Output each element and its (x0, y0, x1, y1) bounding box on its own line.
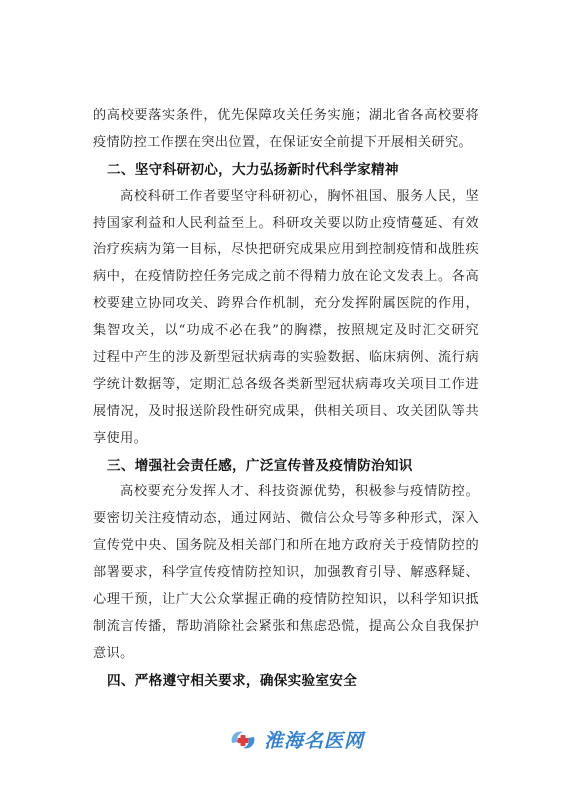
body-line: 病中，在疫情防控任务完成之前不得精力放在论文发表上。各高 (93, 269, 479, 285)
body-line: 高校科研工作者要坚守科研初心，胸怀祖国、服务人民，坚 (120, 188, 479, 204)
document-body (93, 103, 479, 695)
body-line: 的高校要落实条件，优先保障攻关任务实施；湖北省各高校要将 (93, 108, 479, 123)
body-line: 疫情防控工作摆在突出位置，在保证安全前提下开展相关研究。 (93, 134, 473, 150)
body-line: 部署要求，科学宣传疫情防控知识，加强教育引导、解惑释疑、 (93, 565, 479, 581)
body-line: 心理干预，让广大公众掌握正确的疫情防控知识，以科学知识抵 (93, 592, 479, 608)
body-line: 学统计数据等，定期汇总各级各类新型冠状病毒攻关项目工作进 (93, 376, 479, 392)
body-line: 过程中产生的涉及新型冠状病毒的实验数据、临床病例、流行病 (93, 350, 479, 366)
body-line: 高校要充分发挥人才、科技资源优势，积极参与疫情防控。 (120, 484, 479, 500)
section-heading-4: 四、严格遵守相关要求，确保实验室安全 (107, 672, 358, 689)
body-line: 集智攻关，以“功成不必在我”的胸襟，按照规定及时汇交研究 (93, 323, 479, 339)
body-line: 制流言传播，帮助消除社会紧张和焦虑恐慌，提高公众自我保护 (93, 618, 479, 634)
section-heading-2: 二、坚守科研初心，大力弘扬新时代科学家精神 (107, 161, 399, 178)
body-line: 持国家利益和人民利益至上。科研攻关要以防止疫情蔓延、有效 (93, 215, 479, 231)
body-line: 宣传党中央、国务院及相关部门和所在地方政府关于疫情防控的 (93, 538, 479, 554)
section-heading-3: 三、增强社会责任感，广泛宣传普及疫情防治知识 (107, 457, 413, 474)
body-line: 展情况，及时报送阶段性研究成果，供相关项目、攻关团队等共 (93, 403, 479, 419)
body-line: 意识。 (93, 645, 134, 661)
body-line: 治疗疾病为第一目标，尽快把研究成果应用到控制疫情和战胜疾 (93, 242, 479, 258)
body-line: 要密切关注疫情动态，通过网站、微信公众号等多种形式，深入 (93, 511, 479, 527)
body-line: 享使用。 (93, 430, 148, 446)
body-line: 校要建立协同攻关、跨界合作机制，充分发挥附属医院的作用， (93, 296, 479, 312)
watermark-text: 淮海名医网 (264, 730, 365, 752)
site-watermark (228, 726, 364, 753)
medical-cross-logo-icon (228, 727, 258, 753)
